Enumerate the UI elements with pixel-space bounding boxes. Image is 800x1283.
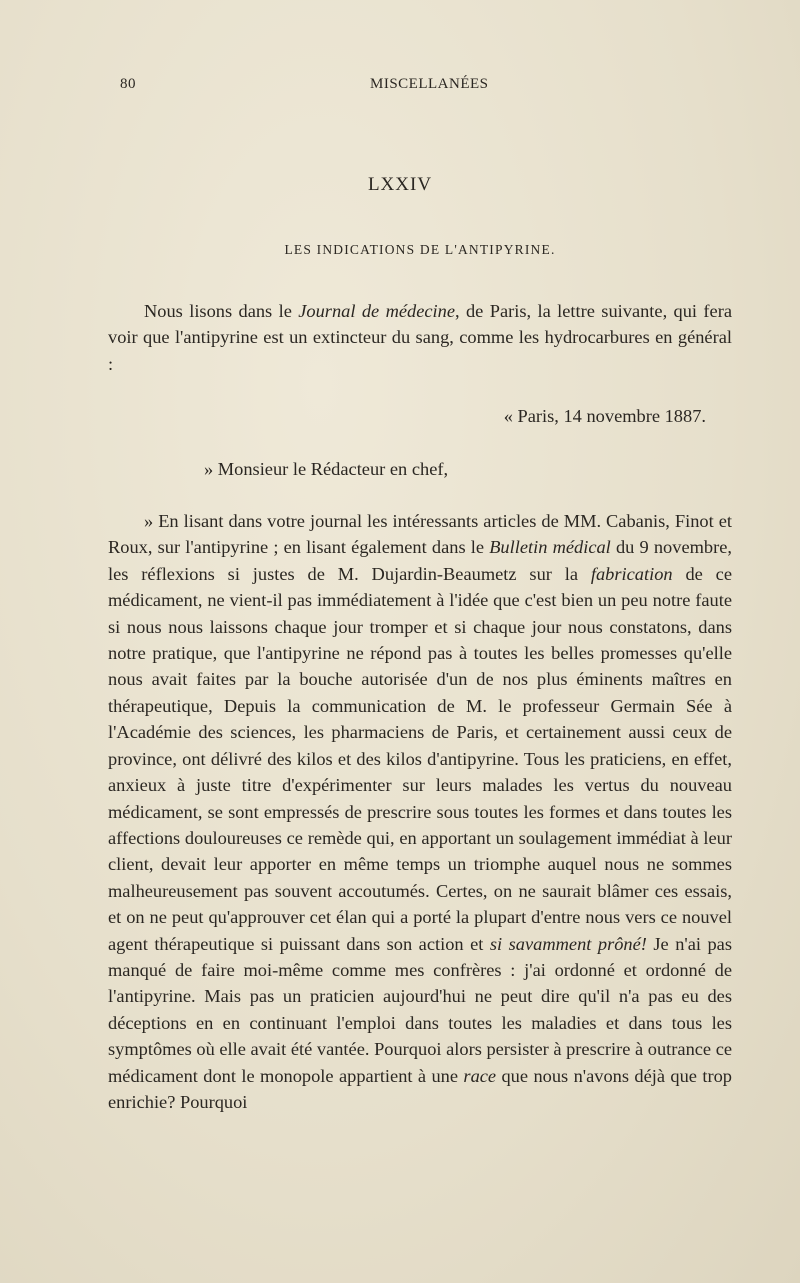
letter-text-5: que nous n'avons déjà que trop enrichie? Pourquoi (108, 1065, 732, 1112)
savamment-phrase: si savamment prôné! (489, 933, 647, 954)
journal-title: Journal de médecine (298, 301, 456, 321)
letter-body (108, 508, 732, 1115)
letter-text-4: Je n'ai pas manqué de faire moi-même comme mes confrères : j'ai ordonné et ordonné de l'antipyrine. Mais pas un praticien aujourd'hui ne peut dire qu'il n'a pas eu des déceptions en en continuant l'emploi dans toutes les maladies et dans tous les symptômes où elle avait été vantée. Pourquoi alors persister à prescrire à outrance ce médicament dont le monopole appartient à une (108, 933, 733, 1086)
intro-text-1: Nous lisons dans le (144, 301, 299, 321)
running-title: MISCELLANÉES (370, 76, 489, 92)
letter-text-2: du 9 novembre, les réflexions si justes de M. Dujardin-Beaumetz sur la (108, 537, 732, 584)
running-head (120, 76, 730, 96)
intro-text-2: , de Paris, la lettre suivante, qui fera voir que l'antipyrine est un extincteur du sang, comme les hydrocarbures en général : (108, 301, 732, 374)
body-text (108, 298, 732, 1115)
race-word: race (463, 1065, 497, 1086)
intro-paragraph (108, 298, 732, 377)
page-number: 80 (120, 76, 136, 92)
letter-text-1: » En lisant dans votre journal les intéressants articles de MM. Cabanis, Finot et Roux, sur l'antipyrine ; en lisant également dans le (108, 511, 732, 558)
letter-dateline: « Paris, 14 novembre 1887. (503, 406, 706, 427)
fabrication-word: fabrication (590, 563, 673, 584)
letter-salutation: » Monsieur le Rédacteur en chef, (204, 458, 449, 479)
letter-text-3: de ce médicament, ne vient-il pas immédiatement à l'idée que c'est bien un peu notre faute si nous nous laissons chaque jour tromper et si chaque jour nous constatons, dans notre pratique, que l'antipyrine ne répond pas à toutes les belles promesses qu'elle nous avait faites par la bouche autorisée d'un de nos plus éminents maîtres en thérapeutique, Depuis la communication de M. le professeur Germain Sée à l'Académie des sciences, les pharmaciens de Paris, et certainement aussi ceux de province, ont délivré des kilos et des kilos d'antipyrine. Tous les praticiens, en effet, anxieux à juste titre d'expérimenter sur leurs malades les vertus du nouveau médicament, se sont empressés de prescrire sous toutes les formes et dans toutes les affections douloureuses ce remède qui, en apportant un soulagement immédiat à leur client, devait leur apporter en même temps un triomphe auquel nous ne sommes malheureusement pas souvent accoutumés. Certes, on ne saurait blâmer ces essais, et on ne peut qu'approuver cet élan qui a porté la plupart d'entre nous vers ce nouvel agent thérapeutique si puissant dans son action et (108, 563, 732, 954)
bulletin-title: Bulletin médical (489, 537, 611, 558)
chapter-number: LXXIV (367, 174, 433, 195)
chapter-title: LES INDICATIONS DE L'ANTIPYRINE. (284, 242, 556, 257)
